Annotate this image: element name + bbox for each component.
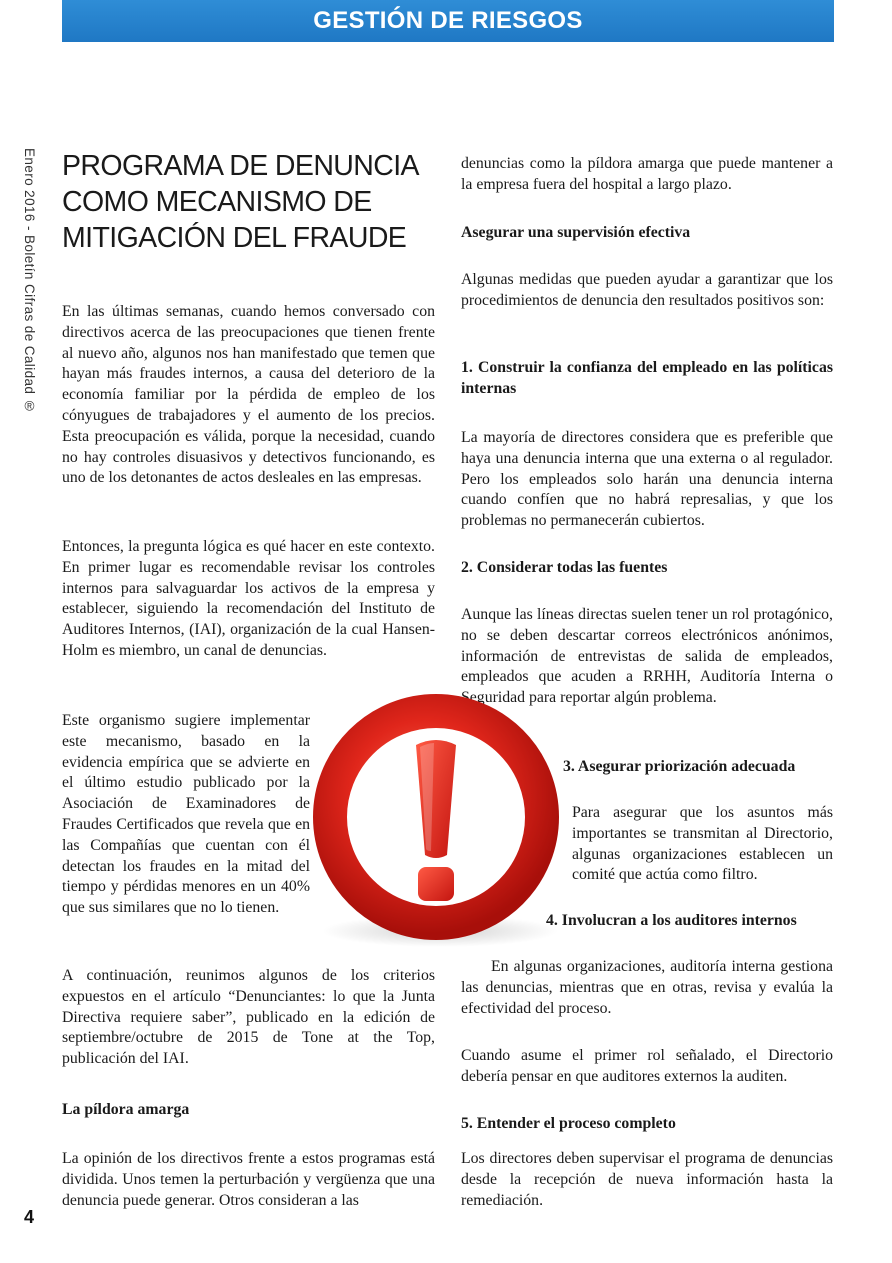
article-title: PROGRAMA DE DENUNCIA COMO MECANISMO DE MITIGACIÓN DEL FRAUDE bbox=[62, 150, 418, 254]
publication-side-label: Enero 2016 - Boletín Cifras de Calidad ® bbox=[22, 148, 37, 414]
heading-pildora-amarga: La píldora amarga bbox=[62, 1101, 190, 1118]
paragraph-item-5: Los directores deben supervisar el programa de denuncias desde la recepción de nueva información hasta la remediación. bbox=[461, 1150, 833, 1209]
paragraph-opinion: La opinión de los directivos frente a estos programas está dividida. Unos temen la perturbación y vergüenza que una denuncia puede generar. Otros consideran a las bbox=[62, 1150, 435, 1209]
warning-exclamation-icon bbox=[300, 683, 572, 955]
paragraph-context: Entonces, la pregunta lógica es qué hacer en este contexto. En primer lugar es recomendable revisar los controles internos para salvaguardar los activos de la empresa y establecer, siguiendo la recomendación del Instituto de Auditores Internos, (IAI), organización de la cual Hansen-Holm es miembro, un canal de denuncias. bbox=[62, 538, 435, 659]
paragraph-item-4-cont: Cuando asume el primer rol señalado, el Directorio debería pensar en que auditores externos la auditen. bbox=[461, 1047, 833, 1085]
paragraph-criteria: A continuación, reunimos algunos de los criterios expuestos en el artículo “Denunciantes: lo que la Junta Directiva requiere saber”, publicado en la edición de septiembre/octubre de 2015 de Tone at the Top, publicación del IAI. bbox=[62, 967, 435, 1068]
paragraph-item-1: La mayoría de directores considera que es preferible que haya una denuncia interna que una externa o al regulador. Pero los empleados solo harán una denuncia interna cuando confíen que no habrá represalias, y que los problemas no permanecerán cubiertos. bbox=[461, 429, 833, 530]
section-banner bbox=[62, 0, 834, 42]
heading-item-5: 5. Entender el proceso completo bbox=[461, 1115, 676, 1132]
paragraph-intro: En las últimas semanas, cuando hemos conversado con directivos acerca de las preocupaciones que tienen frente al nuevo año, algunos nos han manifestado que temen que hayan más fraudes internos, a causa del deterioro de la economía familiar por la pérdida de empleo de los cónyugues de trabajadores y el aumento de los precios. Esta preocupación es válida, porque la necesidad, cuando no hay controles disuasivos y detectivos funcionando, es uno de los detonantes de actos desleales en las empresas. bbox=[62, 303, 435, 487]
heading-item-1: 1. Construir la confianza del empleado en las políticas internas bbox=[461, 359, 833, 397]
section-title: GESTIÓN DE RIESGOS bbox=[313, 7, 583, 34]
heading-item-4: 4. Involucran a los auditores internos bbox=[546, 912, 797, 929]
heading-supervision: Asegurar una supervisión efectiva bbox=[461, 224, 691, 241]
paragraph-evidence: Este organismo sugiere implementar este mecanismo, basado en la evidencia empírica que se advierte en el último estudio publicado por la Asociación de Examinadores de Fraudes Certificados que revela que en las Compañías que cuentan con él detectan los fraudes en la mitad del tiempo y pérdidas menores en un 40% que sus similares que no lo tienen. bbox=[62, 712, 310, 917]
paragraph-item-3: Para asegurar que los asuntos más importantes se transmitan al Directorio, algunas organizaciones establecen un comité que actúa como filtro. bbox=[572, 804, 833, 884]
paragraph-pildora-cont: denuncias como la píldora amarga que puede mantener a la empresa fuera del hospital a largo plazo. bbox=[461, 155, 833, 193]
paragraph-item-4: En algunas organizaciones, auditoría interna gestiona las denuncias, mientras que en otras, revisa y evalúa la efectividad del proceso. bbox=[461, 958, 833, 1017]
heading-item-2: 2. Considerar todas las fuentes bbox=[461, 559, 668, 576]
page-number: 4 bbox=[24, 1207, 35, 1227]
heading-item-3: 3. Asegurar priorización adecuada bbox=[563, 758, 796, 775]
paragraph-item-2: Aunque las líneas directas suelen tener un rol protagónico, no se deben descartar correos electrónicos anónimos, información de entrevistas de salida de empleados, empleados que acuden a RRHH, Auditoría Interna o Seguridad para reportar algún problema. bbox=[461, 606, 833, 707]
paragraph-medidas: Algunas medidas que pueden ayudar a garantizar que los procedimientos de denuncia den resultados positivos son: bbox=[461, 271, 833, 309]
